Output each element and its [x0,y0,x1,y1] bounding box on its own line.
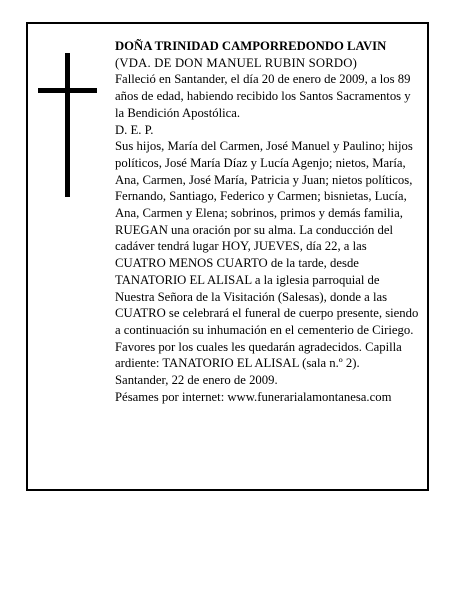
deceased-name: DOÑA TRINIDAD CAMPORREDONDO LAVIN [115,39,387,53]
place-date: Santander, 22 de enero de 2009. [115,373,278,388]
widow-of: (VDA. DE DON MANUEL RUBIN SORDO) [115,55,358,70]
condolences-line: Pésames por internet: www.funerarialamontanesa.com [115,389,392,404]
cross-icon [65,53,70,197]
funeral-request: RUEGAN una oración por su alma. La conducción del cadáver tendrá lugar HOY, JUEVES, día 22, a las CUATRO MENOS CUARTO de la tarde, desde TANATORIO EL ALISAL a la iglesia parroquial de Nuestra Señora de la Visitación (Salesas), donde a las CUATRO se celebrará el funeral de cuerpo presente, siendo a continuación su inhumación en el cementerio de Ciriego. Favores por los cuales les quedarán agradecidos. Capilla ardiente: TANATORIO EL ALISAL (sala n.º 2). [115,222,419,371]
rip: D. E. P. [115,122,154,137]
death-details: Falleció en Santander, el día 20 de enero de 2009, a los 89 años de edad, habiendo recibido los Santos Sacramentos y la Bendición Apostólica. [115,72,411,120]
family-list: Sus hijos, María del Carmen, José Manuel y Paulino; hijos políticos, José María Díaz y Lucía Agenjo; nietos, María, Ana, Carmen, José María, Patricia y Juan; nietos políticos, Fernando, Santiago, Federico y Carmen; bisnietas, Lucía, Ana, Carmen y Elena; sobrinos, primos y demás familia, [115,139,413,221]
cross-icon-bar [38,88,97,93]
obituary-text [115,38,420,405]
